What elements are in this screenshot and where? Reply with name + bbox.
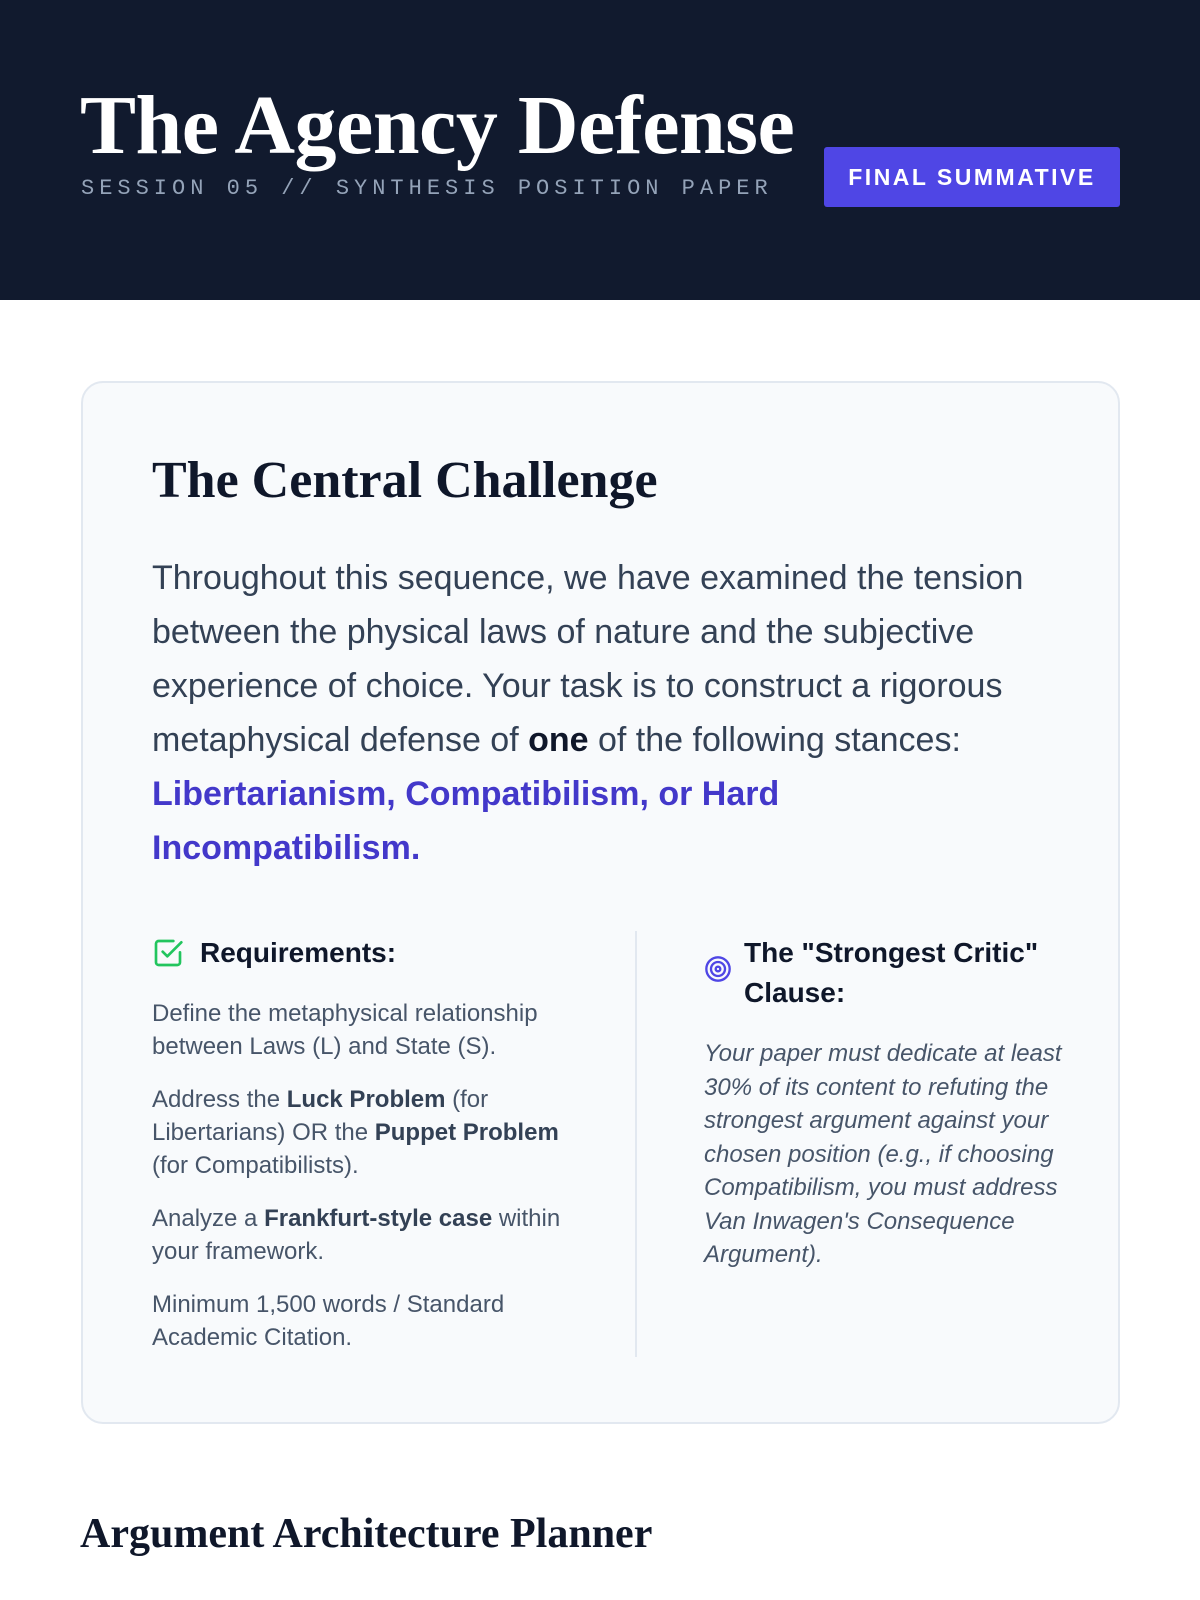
page-title: The Agency Defense xyxy=(80,79,795,172)
requirement-text: (for Libertarians) OR the xyxy=(152,1086,489,1146)
checkbox-icon xyxy=(152,937,184,969)
central-challenge-card xyxy=(81,381,1120,1424)
page-header xyxy=(0,0,1200,300)
requirement-item xyxy=(152,1202,592,1268)
challenge-title: The Central Challenge xyxy=(152,452,658,509)
critic-body: Your paper must dedicate at least 30% of its content to refuting the strongest argument against your chosen position (e.g., if choosing Compatibilism, you must address Van Inwagen's Consequence Argument). xyxy=(704,1040,1062,1268)
requirement-key-term: Luck Problem xyxy=(286,1086,446,1113)
critic-label: The "Strongest Critic" Clause: xyxy=(744,937,1039,1008)
column-divider xyxy=(635,931,637,1357)
requirement-text: Analyze a xyxy=(152,1205,265,1232)
target-icon xyxy=(704,955,732,983)
critic-panel xyxy=(704,933,1064,1272)
requirement-item xyxy=(152,997,592,1063)
stance-options: Libertarianism, Compatibilism, or Hard Incompatibilism. xyxy=(152,775,780,867)
intro-text: Throughout this sequence, we have examined the tension between the physical laws of nature and the subjective experience of choice. Your task is to construct a rigorous metaphysical defense of xyxy=(152,559,1024,759)
requirements-label: Requirements: xyxy=(200,937,397,968)
requirement-text: Define the metaphysical relationship between Laws (L) and State (S). xyxy=(152,1000,538,1060)
requirement-text: Minimum 1,500 words / Standard Academic Citation. xyxy=(152,1291,505,1351)
intro-text-end: of the following stances: xyxy=(588,721,961,759)
requirement-text: within your framework. xyxy=(152,1205,561,1265)
critic-heading xyxy=(704,933,1064,1013)
requirement-item xyxy=(152,1288,592,1354)
requirement-item xyxy=(152,1083,592,1182)
page-subtitle: SESSION 05 // SYNTHESIS POSITION PAPER xyxy=(81,176,773,201)
final-summative-badge: FINAL SUMMATIVE xyxy=(824,147,1120,207)
planner-title: Argument Architecture Planner xyxy=(80,1511,653,1557)
requirement-text: Address the xyxy=(152,1086,287,1113)
requirement-key-term: Frankfurt-style case xyxy=(264,1205,493,1232)
requirements-heading xyxy=(152,933,592,973)
requirements-panel xyxy=(152,933,592,1374)
intro-emphasis: one xyxy=(528,721,589,759)
challenge-intro xyxy=(152,551,1052,875)
requirement-text: (for Compatibilists). xyxy=(152,1152,359,1179)
requirements-list xyxy=(152,997,592,1354)
requirement-key-term: Puppet Problem xyxy=(374,1119,559,1146)
